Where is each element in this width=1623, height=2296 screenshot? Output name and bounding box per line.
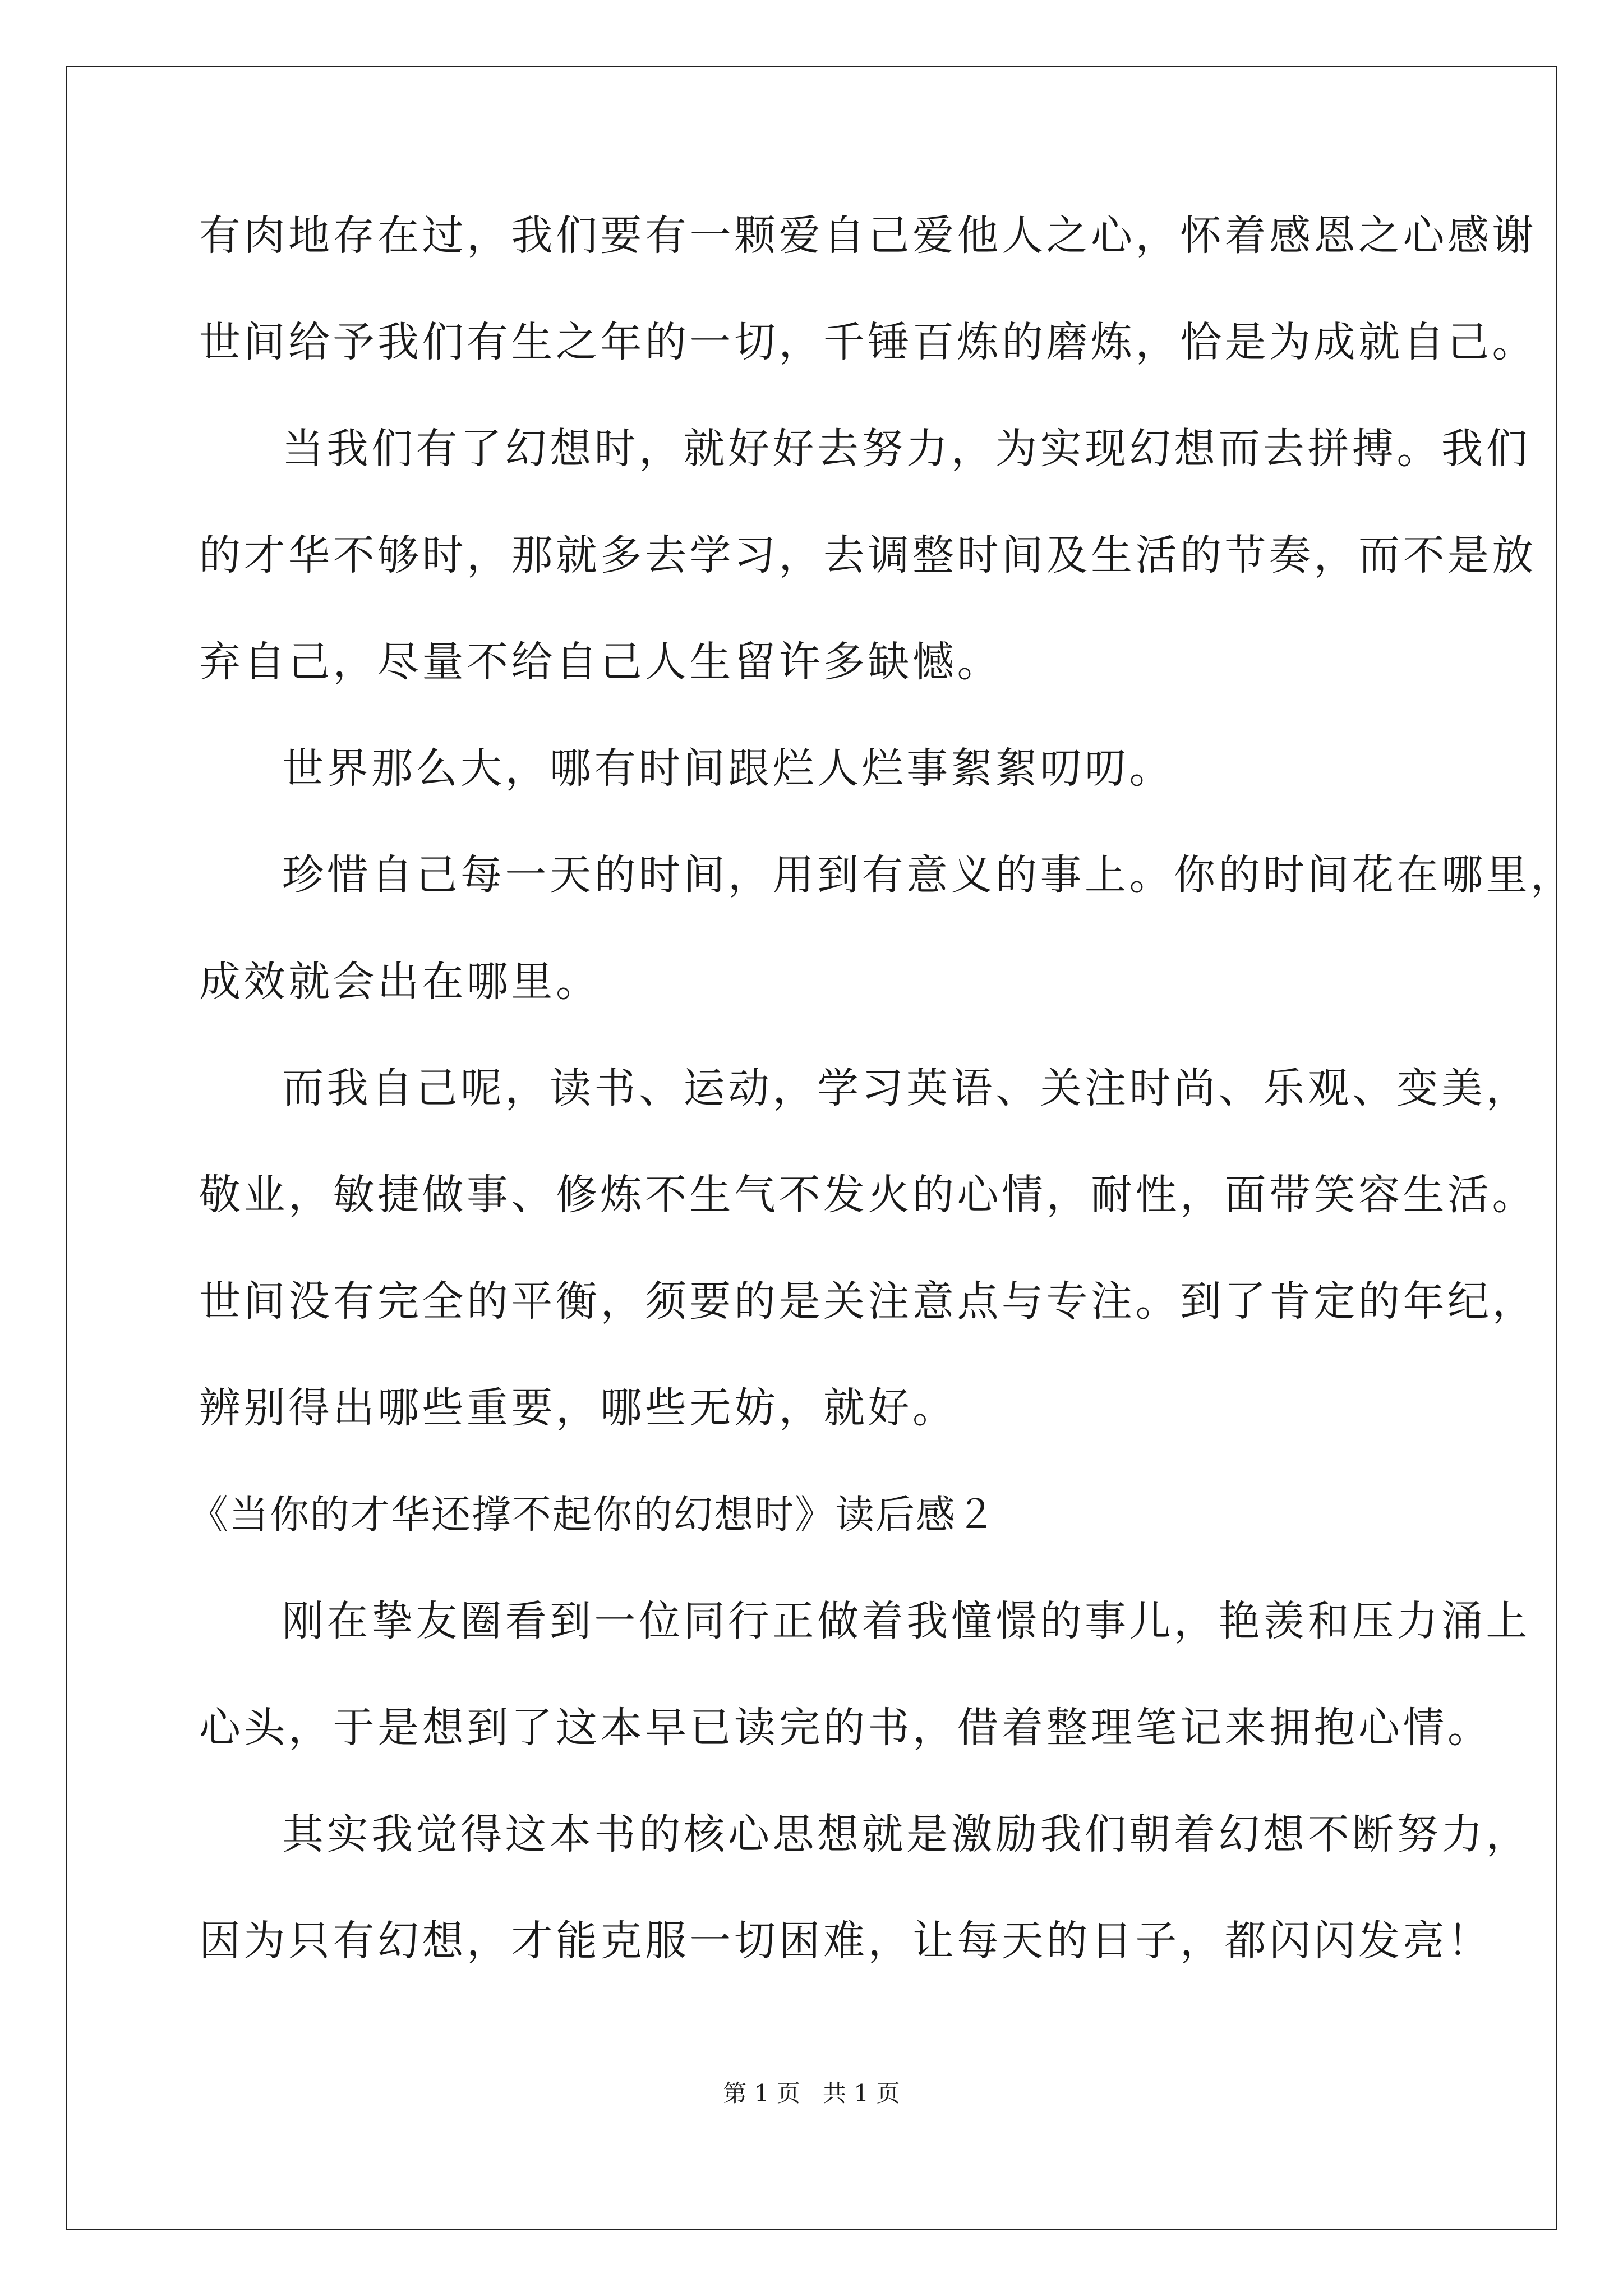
text-line: 有肉地存在过，我们要有一颗爱自己爱他人之心，怀着感恩之心感谢 [199,211,1537,260]
text-line: 敬业，敏捷做事、修炼不生气不发火的心情，耐性，面带笑容生活。 [199,1171,1537,1219]
page-number-footer: 第 1 页 共 1 页 [723,2079,900,2107]
paragraph-first-line: 当我们有了幻想时，就好好去努力，为实现幻想而去拼搏。我们 [282,425,1530,473]
text-line: 辨别得出哪些重要，哪些无妨，就好。 [199,1384,957,1432]
page-border [66,66,1557,2230]
text-line: 弃自己，尽量不给自己人生留许多缺憾。 [199,638,1002,686]
paragraph-first-line: 世界那么大，哪有时间跟烂人烂事絮絮叨叨。 [282,744,1174,793]
paragraph-first-line: 而我自己呢，读书、运动，学习英语、关注时尚、乐观、变美， [282,1064,1530,1112]
paragraph-first-line: 珍惜自己每一天的时间，用到有意义的事上。你的时间花在哪里， [282,851,1575,899]
text-line: 心头，于是想到了这本早已读完的书，借着整理笔记来拥抱心情。 [199,1704,1492,1752]
text-line: 的才华不够时，那就多去学习，去调整时间及生活的节奏，而不是放 [199,531,1537,579]
text-line: 世间给予我们有生之年的一切，千锤百炼的磨炼，恰是为成就自己。 [199,318,1537,366]
section-heading: 《当你的才华还撑不起你的幻想时》读后感２ [189,1492,997,1538]
text-line: 成效就会出在哪里。 [199,958,601,1006]
text-line: 世间没有完全的平衡，须要的是关注意点与专注。到了肯定的年纪， [199,1277,1537,1326]
text-line: 因为只有幻想，才能克服一切困难，让每天的日子，都闪闪发亮！ [199,1917,1492,1965]
paragraph-first-line: 其实我觉得这本书的核心思想就是激励我们朝着幻想不断努力， [282,1810,1530,1858]
paragraph-first-line: 刚在挚友圈看到一位同行正做着我憧憬的事儿，艳羡和压力涌上 [282,1597,1530,1645]
